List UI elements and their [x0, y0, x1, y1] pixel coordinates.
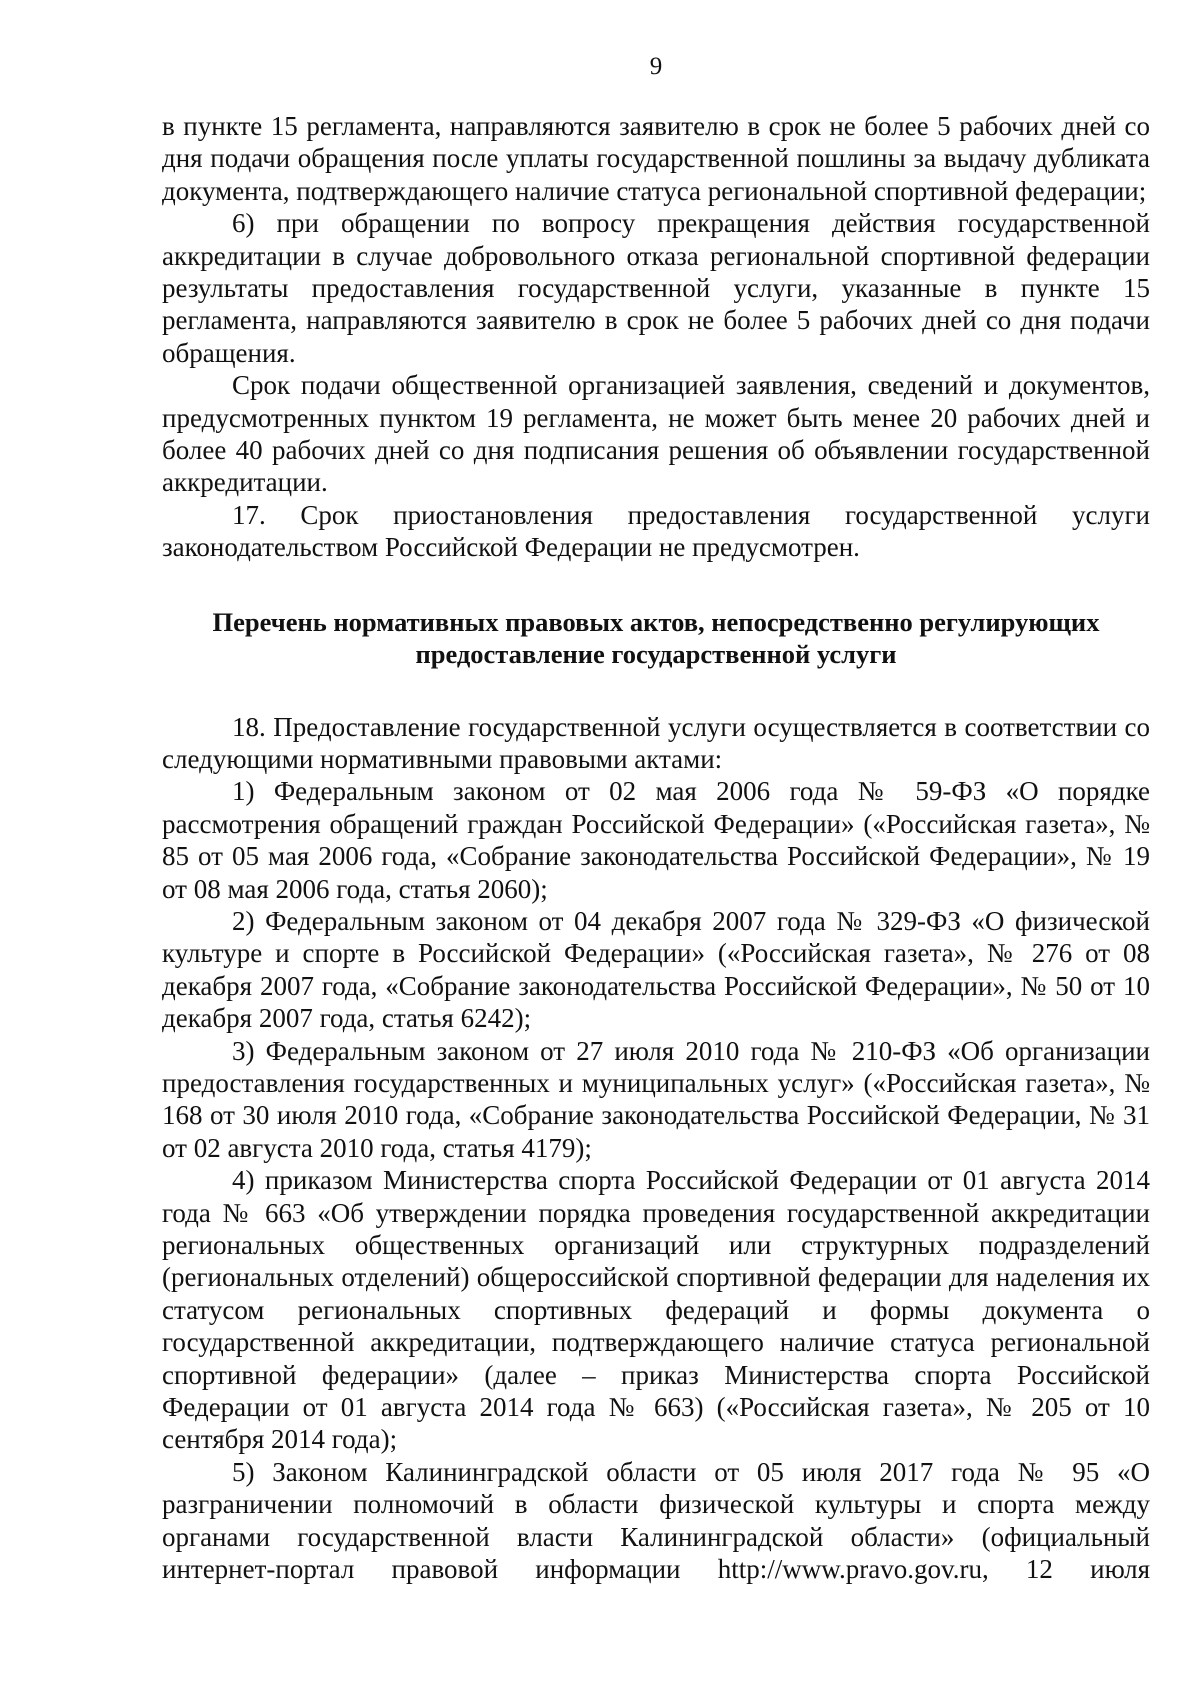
paragraph-act-5: 5) Законом Калининградской области от 05 июля 2017 года № 95 «О разграничении полномочий в области физической культуры и спорта между органами государственной власти Калининградской области» (официальный интернет-портал правовой информации http://www.pravo.gov.ru, 12 июля: [162, 1456, 1150, 1585]
paragraph-act-4: 4) приказом Министерства спорта Российской Федерации от 01 августа 2014 года № 663 «Об утверждении порядка проведения государственной аккредитации региональных общественных организаций или структурных подразделений (региональных отделений) общероссийской спортивной федерации для наделения их статусом региональных спортивных федераций и формы документа о государственной аккредитации, подтверждающего наличие статуса региональной спортивной федерации» (далее – приказ Министерства спорта Российской Федерации от 01 августа 2014 года № 663) («Российская газета», № 205 от 10 сентября 2014 года);: [162, 1165, 1150, 1455]
document-page: [162, 0, 1150, 1697]
paragraph-18: 18. Предоставление государственной услуги осуществляется в соответствии со следующими нормативными правовыми актами:: [162, 711, 1150, 774]
paragraph-act-1: 1) Федеральным законом от 02 мая 2006 года № 59-ФЗ «О порядке рассмотрения обращений граждан Российской Федерации» («Российская газета», № 85 от 05 мая 2006 года, «Собрание законодательства Российской Федерации», № 19 от 08 мая 2006 года, статья 2060);: [162, 776, 1150, 904]
page-number: 9: [649, 53, 663, 80]
spacer: [162, 671, 1150, 711]
spacer: [162, 564, 1150, 606]
section-heading: Перечень нормативных правовых актов, непосредственно регулирующих предоставление государственной услуги: [212, 606, 1100, 670]
paragraph-17: 17. Срок приостановления предоставления государственной услуги законодательством Российской Федерации не предусмотрен.: [162, 499, 1150, 563]
document-body: [162, 110, 1150, 1585]
paragraph-item-6: 6) при обращении по вопросу прекращения действия государственной аккредитации в случае добровольного отказа региональной спортивной федерации результаты предоставления государственной услуги, указанные в пункте 15 регламента, направляются заявителю в срок не более 5 рабочих дней со дня подачи обращения.: [162, 208, 1150, 368]
paragraph-act-2: 2) Федеральным законом от 04 декабря 2007 года № 329-ФЗ «О физической культуре и спорте в Российской Федерации» («Российская газета», № 276 от 08 декабря 2007 года, «Собрание законодательства Российской Федерации», № 50 от 10 декабря 2007 года, статья 6242);: [162, 905, 1150, 1034]
paragraph-continuation: в пункте 15 регламента, направляются заявителю в срок не более 5 рабочих дней со дня подачи обращения после уплаты государственной пошлины за выдачу дубликата документа, подтверждающего наличие статуса региональной спортивной федерации;: [162, 111, 1150, 206]
paragraph-act-3: 3) Федеральным законом от 27 июля 2010 года № 210-ФЗ «Об организации предоставления государственных и муниципальных услуг» («Российская газета», № 168 от 30 июля 2010 года, «Собрание законодательства Российской Федерации, № 31 от 02 августа 2010 года, статья 4179);: [162, 1035, 1150, 1163]
paragraph-submission-term: Срок подачи общественной организацией заявления, сведений и документов, предусмотренных пунктом 19 регламента, не может быть менее 20 рабочих дней и более 40 рабочих дней со дня подписания решения об объявлении государственной аккредитации.: [162, 370, 1150, 498]
